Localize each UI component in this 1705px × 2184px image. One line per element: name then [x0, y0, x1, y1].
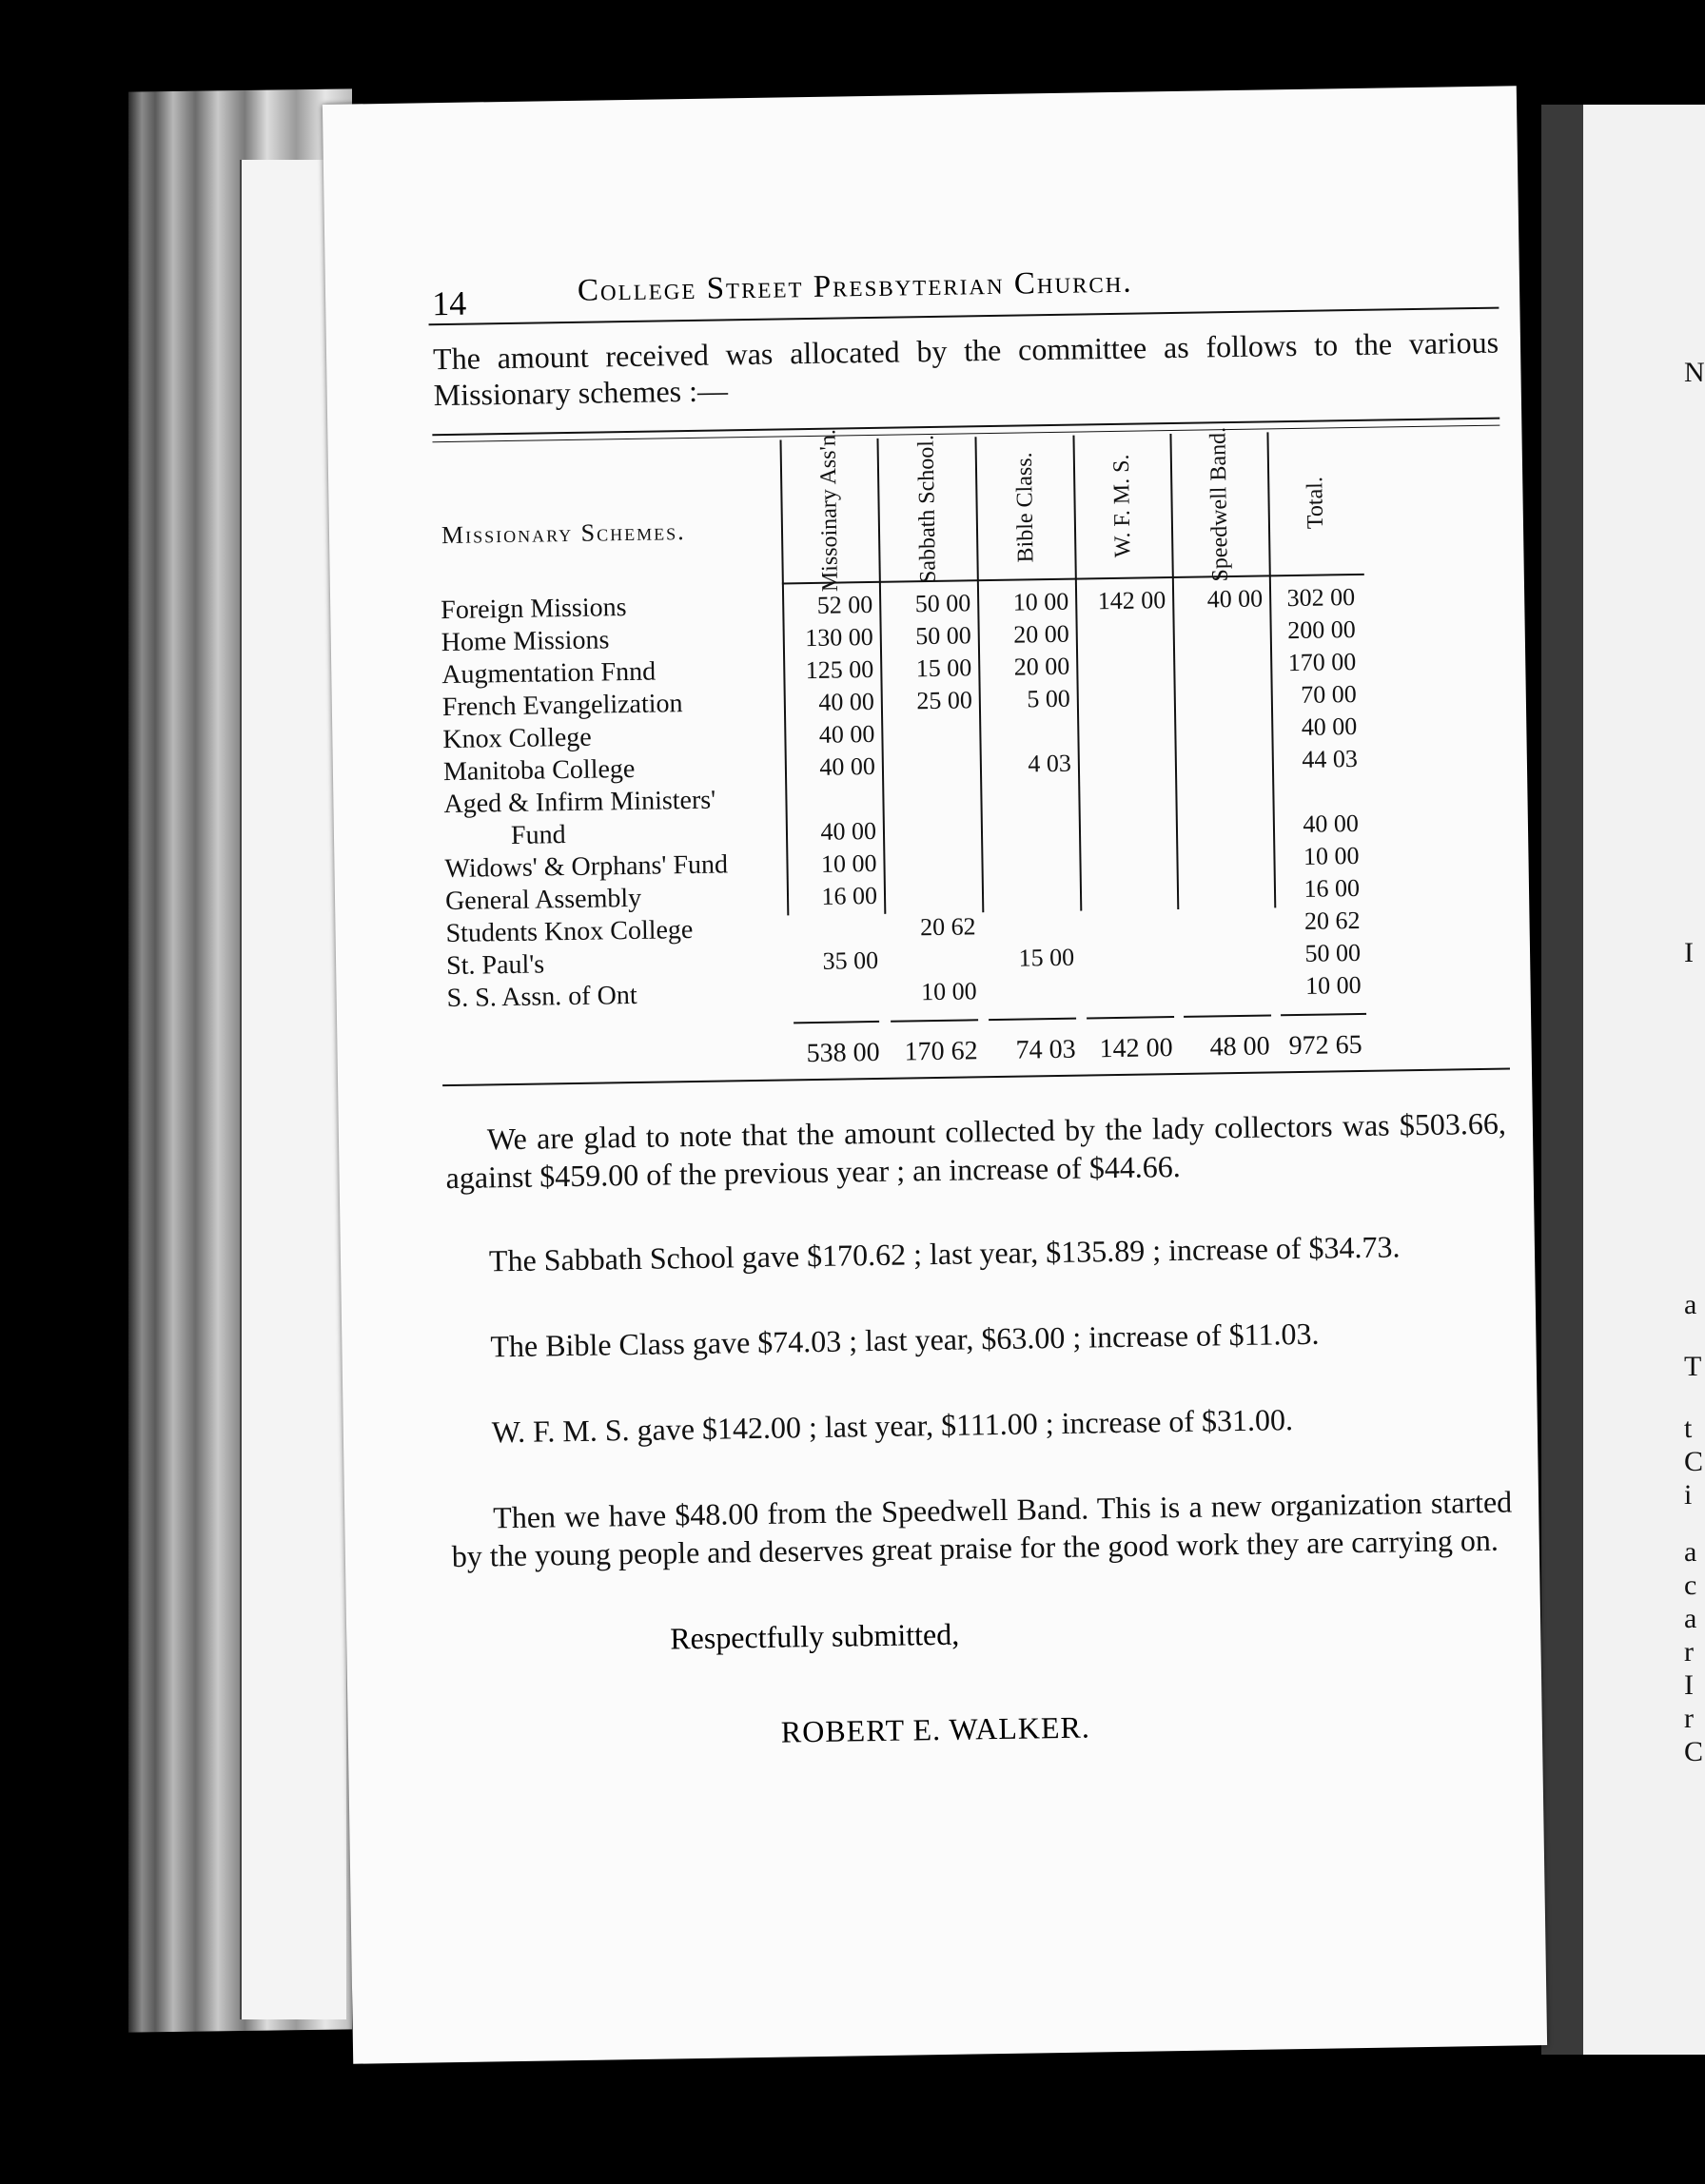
table-cell: 10 00 — [920, 977, 977, 1006]
table-cell: 142 00 — [1097, 586, 1166, 615]
table-cell: 16 00 — [821, 881, 878, 910]
table-cell: 4 03 — [1028, 749, 1072, 778]
facing-page-letter: a — [1684, 1536, 1697, 1568]
facing-page-letter: a — [1684, 1289, 1697, 1320]
row-label: S. S. Assn. of Ont — [446, 980, 637, 1014]
table-cell: 16 00 — [1303, 873, 1361, 903]
column-total: 170 62 — [904, 1036, 978, 1067]
header-rule — [429, 307, 1499, 326]
table-cell: 170 00 — [1287, 647, 1357, 677]
row-label: Foreign Missions — [441, 593, 627, 626]
table-cell: 10 00 — [820, 848, 877, 878]
table-cell: 40 00 — [820, 816, 877, 846]
table-cell: 200 00 — [1286, 614, 1356, 645]
table-cell: 20 62 — [919, 912, 976, 942]
table-cell: 20 00 — [1013, 652, 1070, 681]
table-cell: 40 00 — [818, 719, 875, 749]
table-cell: 25 00 — [916, 686, 973, 715]
table-cell: 125 00 — [805, 654, 874, 685]
table-cell: 302 00 — [1286, 583, 1356, 613]
table-cell: 5 00 — [1027, 684, 1071, 713]
row-label: Manitoba College — [442, 753, 636, 788]
sum-rule — [794, 1021, 879, 1024]
table-cell: 10 00 — [1303, 841, 1360, 870]
totals-area — [433, 426, 1511, 1131]
facing-page-letter: a — [1684, 1603, 1697, 1634]
table-cell: 44 03 — [1302, 744, 1359, 773]
facing-page-letter: I — [1684, 937, 1694, 968]
running-title: College Street Presbyterian Church. — [577, 264, 1133, 308]
column-total: 48 00 — [1209, 1031, 1270, 1063]
table-cell: 20 62 — [1303, 906, 1361, 935]
sum-rule — [989, 1018, 1076, 1021]
table-cell: 10 00 — [1012, 587, 1069, 616]
table-cell: 40 00 — [819, 751, 876, 781]
sum-rule — [1281, 1013, 1366, 1016]
facing-page-letter: r — [1684, 1636, 1694, 1667]
page-number: 14 — [431, 283, 467, 323]
table-cell: 40 00 — [1206, 584, 1264, 614]
facing-page-letter: N — [1684, 357, 1705, 388]
sum-rule — [1087, 1016, 1174, 1019]
sum-rule — [1184, 1014, 1271, 1017]
table-cell: 70 00 — [1301, 679, 1357, 709]
row-label: Widows' & Orphans' Fund — [444, 849, 729, 885]
row-label: Students Knox College — [445, 914, 694, 949]
sum-rule — [891, 1019, 978, 1022]
facing-page-letter: r — [1684, 1703, 1694, 1734]
intro-paragraph: The amount received was allocated by the committee as follows to the various Missionary schemes :— — [432, 324, 1499, 413]
facing-page-letter: T — [1684, 1351, 1702, 1382]
book-gutter — [1541, 105, 1583, 2055]
column-header-text: Sabbath School. — [912, 434, 941, 584]
row-label: Knox College — [442, 722, 592, 755]
row-label: Augmentation Fnnd — [441, 656, 657, 691]
column-header-text: Missoinary Ass'n. — [815, 428, 844, 593]
table-cell: 50 00 — [915, 621, 971, 651]
column-total: 142 00 — [1099, 1033, 1173, 1064]
paragraph-speedwell-band: Then we have $48.00 from the Speedwell Band. This is a new organization started by the young people and deserves great praise for the good work they are carrying on. — [451, 1484, 1513, 1574]
table-cell: 50 00 — [1304, 938, 1362, 967]
facing-page-letter: C — [1684, 1736, 1704, 1767]
scheme-column-header: Missionary Schemes. — [441, 517, 686, 550]
column-header-text: Total. — [1303, 476, 1329, 530]
row-label: Fund — [510, 820, 566, 850]
row-label: French Evangelization — [441, 689, 683, 723]
facing-page-letter: t — [1684, 1413, 1693, 1444]
book-page — [323, 86, 1547, 2063]
facing-page-letter: i — [1684, 1479, 1693, 1511]
table-cell: 50 00 — [914, 589, 971, 618]
column-header-text: Bible Class. — [1011, 452, 1039, 563]
table-cell: 40 00 — [1303, 809, 1360, 838]
table-cell: 15 00 — [1018, 943, 1075, 972]
paragraph-bible-class: The Bible Class gave $74.03 ; last year, $63.00 ; increase of $11.03. — [490, 1316, 1320, 1364]
facing-page-letter: C — [1684, 1446, 1704, 1477]
row-label: Home Missions — [441, 625, 610, 658]
row-label: Aged & Infirm Ministers' — [443, 785, 716, 820]
table-cell: 15 00 — [915, 653, 972, 683]
paragraph-collectors: We are glad to note that the amount collected by the lady collectors was $503.66, against $459.00 of the previous year ; an increase of $44.66. — [445, 1105, 1507, 1196]
table-cell: 40 00 — [818, 687, 875, 716]
column-header-text: W. F. M. S. — [1108, 454, 1136, 558]
paragraph-wfms: W. F. M. S. gave $142.00 ; last year, $111.00 ; increase of $31.00. — [491, 1402, 1294, 1450]
table-cell: 40 00 — [1301, 712, 1358, 741]
signature: ROBERT E. WALKER. — [780, 1709, 1091, 1749]
column-total: 74 03 — [1015, 1034, 1076, 1065]
table-cell: 35 00 — [822, 946, 879, 975]
closing-line: Respectfully submitted, — [669, 1616, 960, 1656]
column-header-text: Speedwell Band. — [1205, 426, 1233, 582]
column-total: 972 65 — [1288, 1029, 1362, 1062]
facing-page-letter: I — [1684, 1669, 1694, 1701]
row-label: St. Paul's — [445, 949, 545, 982]
table-cell: 52 00 — [816, 590, 873, 619]
table-cell: 10 00 — [1304, 970, 1362, 1000]
table-cell: 20 00 — [1013, 619, 1069, 649]
column-total: 538 00 — [806, 1037, 880, 1069]
row-label: General Assembly — [444, 883, 642, 917]
paragraph-sabbath-school: The Sabbath School gave $170.62 ; last year, $135.89 ; increase of $34.73. — [488, 1229, 1401, 1278]
facing-page — [1541, 105, 1705, 2055]
facing-page-letter: c — [1684, 1570, 1697, 1601]
table-cell: 130 00 — [805, 622, 873, 653]
